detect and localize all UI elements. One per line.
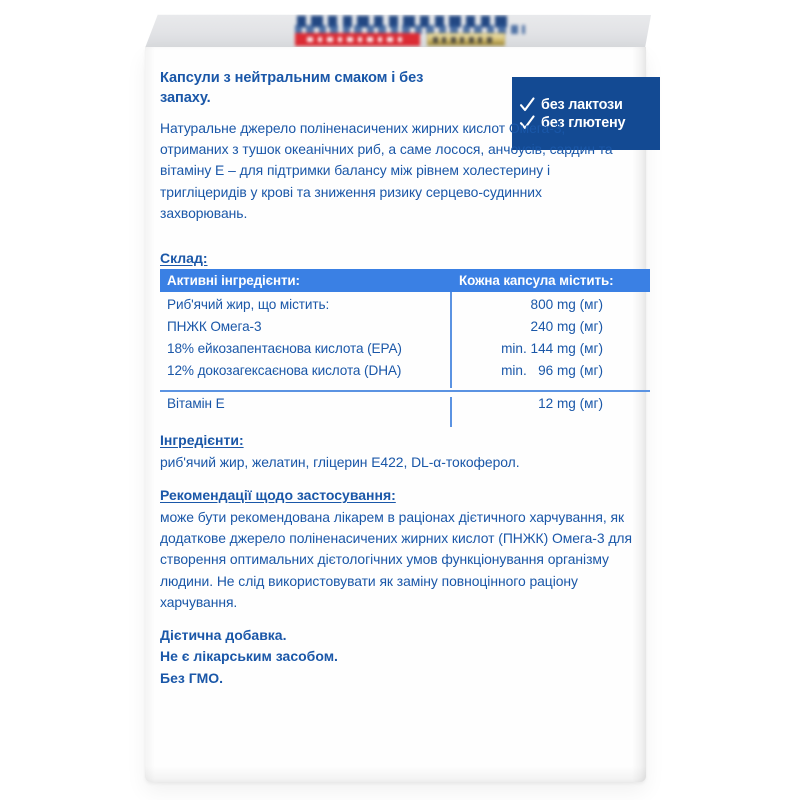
row-amount: min. 96 mg (мг) [501,363,603,378]
table-column-header-per-capsule: Кожна капсула містить: [459,273,614,288]
table-row [160,341,650,363]
ingredients-heading: Інгредієнти: [160,432,244,448]
table-row [160,363,650,385]
face-left-shading [145,47,155,782]
table-header-row [160,269,650,292]
product-carton [145,14,651,782]
footer-line-gmo-free: Без ГМО. [160,670,224,686]
composition-table [160,269,650,418]
headline-text: Капсули з нейтральним смаком і без запаху. [160,70,424,106]
badge-label-gluten-free: без глютену [541,114,626,131]
row-amount: 800 mg (мг) [530,297,603,312]
row-name: 18% ейкозапентаєнова кислота (EPA) [167,341,402,356]
footer-line-not-a-medicine: Не є лікарським засобом. [160,648,338,664]
lid-gold-label [427,33,505,46]
table-row [160,297,650,319]
footer-line-dietary-supplement: Дієтична добавка. [160,627,287,643]
table-row [160,319,650,341]
usage-text: може бути рекомендована лікарем в раціонах дієтичного харчування, як додаткове джерело поліненасичених жирних кислот (ПНЖК) Омега-3 для створення оптимальних дієтологічних умов функціонування організму людини. Не слід використовувати як заміну повноцінного раціону харчування. [160,509,632,610]
row-amount: 240 mg (мг) [530,319,603,334]
table-section-rule [160,390,650,392]
badge-item-lactose-free [519,97,660,113]
table-column-header-active-ingredients: Активні інгредієнти: [167,273,300,288]
row-amount: 12 mg (мг) [538,395,603,411]
carton-lid-panel [145,14,651,48]
intro-paragraph: Натуральне джерело поліненасичених жирних кислот Омега-3, отриманих з тушок океанічних риб, а саме лосося, анчоусів, сардин та вітаміну Е – для підтримки балансу між рівнем холестерину і тригліцеридів у крові та зниження ризику серцево-судинних захворювань. [160,120,613,221]
composition-heading: Склад: [160,250,208,266]
face-bottom-shading [145,766,646,782]
table-column-divider [450,292,452,388]
ingredients-text: риб'ячий жир, желатин, гліцерин Е422, DL-α-токоферол. [160,454,520,470]
row-amount: min. 144 mg (мг) [501,341,603,356]
check-icon [519,97,535,113]
row-name: Вітамін Е [167,395,225,411]
table-column-divider [450,397,452,427]
lid-branding-artwork [145,14,651,48]
carton-front-face [145,47,646,782]
table-body [160,292,650,418]
table-row [160,396,650,418]
row-name: Риб'ячий жир, що містить: [167,297,330,312]
row-name: 12% докозагексаєнова кислота (DHA) [167,363,402,378]
lid-red-banner [295,33,420,46]
usage-heading: Рекомендації щодо застосування: [160,487,396,503]
badge-label-lactose-free: без лактози [541,96,623,113]
row-name: ПНЖК Омега-3 [167,319,262,334]
